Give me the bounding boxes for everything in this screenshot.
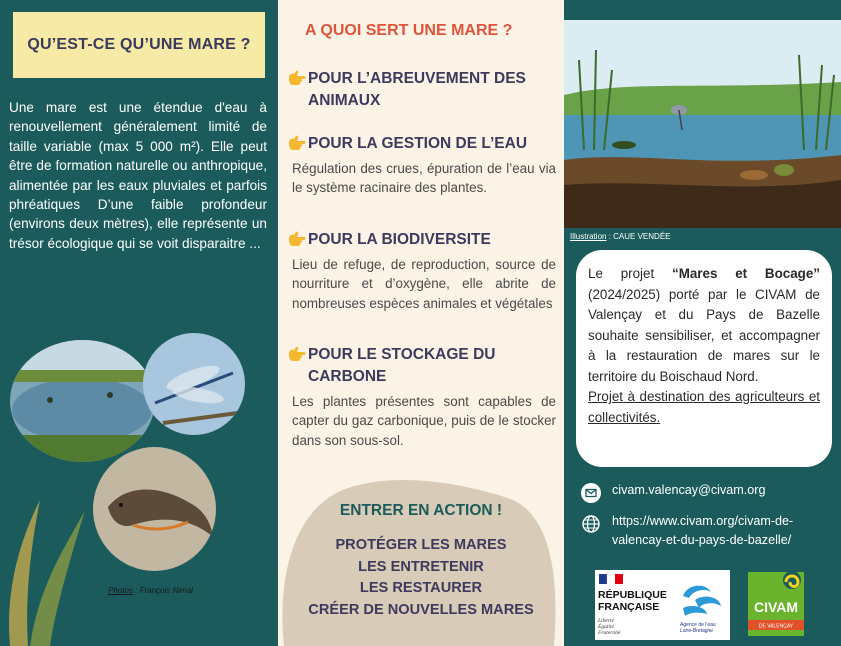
- illustration-credit-label: Illustration: [570, 232, 607, 241]
- dragonfly-photo: [143, 333, 245, 435]
- rf-line1: RÉPUBLIQUE: [598, 589, 667, 601]
- website-link[interactable]: https://www.civam.org/civam-de-valencay-et-du-pays-de-bazelle/: [612, 514, 794, 547]
- email-icon: [580, 483, 602, 503]
- agence-line2: Loire-Bretagne: [680, 628, 714, 634]
- email-row: [580, 481, 765, 503]
- definition-paragraph: Une mare est une étendue d'eau à renouvellement généralement limité de taille variable (max 5 000 m²). Elle peut être de formation naturelle ou anthropique, alimentée par les eaux pluviales et parfois phréatiques D’une faible profondeur (environs deux mètres), elle représente un trésor écologique qui se voit disparaitre ...: [9, 100, 267, 251]
- action-item: LES ENTRETENIR: [358, 558, 484, 575]
- pointing-hand-icon: [286, 231, 308, 249]
- left-panel: [0, 0, 278, 646]
- rf-motto2: Égalité: [598, 624, 614, 630]
- partner-logos: [595, 570, 730, 640]
- action-title: ENTRER EN ACTION !: [339, 502, 503, 519]
- pointing-hand-icon: [286, 70, 308, 88]
- globe-icon: [580, 514, 602, 534]
- pond-ecosystem-illustration: [564, 20, 841, 228]
- middle-title: A QUOI SERT UNE MARE ?: [305, 22, 513, 39]
- project-intro: Le projet: [588, 266, 672, 281]
- section-body: Les plantes présentes sont capables de capter du gaz carbonique, puis de le stocker dans son sous-sol.: [292, 394, 556, 448]
- civam-text: CIVAM: [753, 599, 799, 615]
- civam-logo: [748, 570, 804, 636]
- project-text: (2024/2025) porté par le CIVAM de Valençay et du Pays de Bazelle souhaite sensibiliser, et accompagner à la restauration de mares sur le territoire du Boischaud Nord.: [588, 286, 820, 384]
- rf-motto1: Liberté: [598, 618, 614, 624]
- middle-panel: [278, 0, 564, 646]
- agence-line1: Agence de l'eau: [680, 622, 716, 628]
- pointing-hand-icon: [286, 346, 308, 364]
- section-body: Régulation des crues, épuration de l’eau via le système racinaire des plantes.: [292, 161, 556, 196]
- email-link[interactable]: civam.valencay@civam.org: [612, 483, 766, 497]
- newt-photo: [93, 447, 216, 571]
- photo-credit-name: : François Nimal: [132, 586, 193, 595]
- project-name: “Mares et Bocage”: [672, 266, 820, 281]
- section-body: Lieu de refuge, de reproduction, source de nourriture et d’oxygène, elle abrite de nombreuses espèces animales et végétales: [292, 257, 556, 311]
- photo-credit-label: Photos: [108, 586, 133, 595]
- civam-sub: DE VALENÇAY: [758, 623, 794, 630]
- action-item: LES RESTAURER: [359, 580, 483, 596]
- illustration-credit-name: : CAUE VENDÉE: [606, 232, 671, 241]
- reed-decoration: [0, 440, 90, 646]
- section-carbone: [286, 344, 558, 450]
- action-list: [278, 535, 564, 621]
- section-heading: POUR L’ABREUVEMENT DES ANIMAUX: [308, 70, 526, 109]
- action-item: CRÉER DE NOUVELLES MARES: [308, 601, 534, 618]
- section-gestion-eau: [286, 133, 558, 198]
- section-abreuvement: [286, 68, 558, 112]
- right-panel: [564, 0, 841, 646]
- project-target: Projet à destination des agriculteurs et collectivités.: [588, 389, 820, 425]
- photo-credit: [108, 586, 193, 595]
- section-heading: POUR LA BIODIVERSITE: [308, 231, 491, 248]
- rf-motto3: Fraternité: [598, 630, 621, 636]
- rf-line2: FRANÇAISE: [598, 601, 660, 613]
- website-row: [580, 512, 830, 550]
- pond-photo: [10, 340, 155, 462]
- left-title: QU’EST-CE QU’UNE MARE ?: [27, 36, 251, 53]
- section-heading: POUR LA GESTION DE L’EAU: [308, 135, 528, 152]
- illustration-credit: [570, 232, 670, 241]
- action-item: PROTÉGER LES MARES: [335, 537, 507, 553]
- project-box: [576, 250, 832, 467]
- pointing-hand-icon: [286, 135, 308, 153]
- section-heading: POUR LE STOCKAGE DU CARBONE: [308, 346, 496, 385]
- section-biodiversite: [286, 229, 558, 313]
- title-box: [13, 12, 265, 78]
